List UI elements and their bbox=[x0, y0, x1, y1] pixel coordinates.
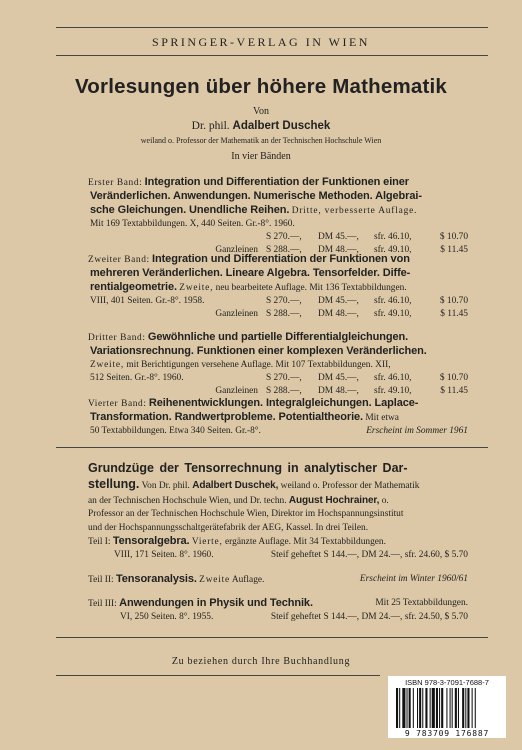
volume-entry-1 bbox=[90, 176, 468, 257]
isbn-barcode-box bbox=[388, 676, 506, 738]
part-edition: Vierte, bbox=[191, 537, 223, 547]
author-prefix: Dr. phil. bbox=[191, 120, 230, 132]
volume-subject-line: rentialgeometrie. bbox=[90, 281, 177, 293]
part-label: Teil I: bbox=[88, 537, 111, 547]
volume-info-row bbox=[90, 425, 468, 438]
volume-info-row: 512 Seiten. Gr.-8°. 1960. S 270.—, DM 45.—, sfr. 46.10, $ 10.70 bbox=[90, 373, 468, 383]
part-edition-detail: Mit 25 Textabbildungen. bbox=[375, 598, 468, 608]
price-row: Ganzleinen S 288.—, DM 48.—, sfr. 49.10, $ 11.45 bbox=[215, 245, 468, 255]
volume-label: Vierter Band: bbox=[88, 399, 147, 409]
von-label: Von bbox=[253, 106, 269, 117]
isbn-label: ISBN 978-3-7091-7688-7 bbox=[405, 678, 489, 687]
footer-rule-bottom bbox=[56, 675, 380, 676]
part-info-row bbox=[88, 611, 468, 624]
volume-info-row: VIII, 401 Seiten. Gr.-8°. 1958. S 270.—, DM 45.—, sfr. 46.10, $ 10.70 bbox=[90, 296, 468, 306]
part-price: S 144.—, DM 24.—, sfr. 24.50, $ 5.70 bbox=[323, 612, 468, 622]
volume-entry-3 bbox=[90, 331, 468, 398]
tensor-text: o. bbox=[381, 495, 389, 506]
volume-entry-2 bbox=[90, 253, 468, 321]
tensor-text: und der Hochspannungsschaltgerätefabrik der AEG, Kassel. In drei Teilen. bbox=[88, 522, 369, 533]
part-info: VI, 250 Seiten. 8°. 1955. bbox=[120, 612, 214, 622]
volume-subject-line: Veränderlichen. Anwendungen. Numerische Methoden. Algebrai- bbox=[90, 190, 422, 202]
barcode-icon bbox=[394, 688, 500, 728]
volume-subject-line: mehreren Veränderlichen. Lineare Algebra. Tensorfelder. Diffe- bbox=[90, 267, 411, 279]
part-entry-1 bbox=[88, 535, 468, 562]
footer-note: Zu beziehen durch Ihre Buchhandlung bbox=[171, 656, 351, 667]
part-edition: Zweite bbox=[199, 575, 231, 585]
series-title: Vorlesungen über höhere Mathematik bbox=[74, 75, 448, 98]
section-rule bbox=[56, 447, 488, 448]
part-entry-2 bbox=[88, 573, 468, 587]
volume-subject-line: sche Gleichungen. Unendliche Reihen. bbox=[90, 204, 290, 216]
volume-info: VIII, 401 Seiten. Gr.-8°. 1958. bbox=[90, 296, 205, 306]
tensor-title: Grundzüge der Tensorrechnung in analytischer Dar- bbox=[88, 461, 408, 475]
price-row: Ganzleinen S 288.—, DM 48.—, sfr. 49.10, $ 11.45 bbox=[215, 309, 468, 319]
tensor-text: Von Dr. phil. bbox=[141, 481, 190, 491]
volume-subject: Integration und Differentiation der Funktionen einer bbox=[144, 176, 409, 188]
tensor-text: an der Technischen Hochschule Wien, und Dr. techn. bbox=[88, 495, 287, 506]
volume-edition: Zweite, bbox=[90, 360, 124, 370]
volume-entry-4 bbox=[90, 397, 468, 438]
tensor-text: weiland o. Professor der Mathematik bbox=[280, 481, 420, 491]
footer-rule-top bbox=[56, 637, 488, 638]
part-info-row bbox=[88, 549, 468, 562]
part-binding: Steif geheftet bbox=[270, 612, 322, 622]
volume-label: Dritter Band: bbox=[88, 333, 146, 343]
part-entry-3 bbox=[88, 597, 468, 624]
volume-edition-detail: mit Berichtigungen versehene Auflage. Mit 107 Textabbildungen. XII, bbox=[126, 360, 391, 370]
bands-note: In vier Bänden bbox=[231, 151, 291, 162]
price-row: S 270.—, DM 45.—, sfr. 46.10, $ 10.70 bbox=[266, 232, 468, 242]
volume-edition: Dritte, verbesserte Auflage. bbox=[291, 206, 418, 216]
publication-note: Erscheint im Sommer 1961 bbox=[366, 426, 468, 436]
part-edition-detail: ergänzte Auflage. Mit 34 Textabbildungen. bbox=[225, 537, 386, 547]
part-label: Teil III: bbox=[88, 599, 117, 609]
volume-edition-detail: Mit etwa bbox=[365, 413, 399, 423]
price-row: Ganzleinen S 288.—, DM 48.—, sfr. 49.10, $ 11.45 bbox=[215, 386, 468, 396]
tensor-text: Professor an der Technischen Hochschule Wien, Direktor im Hochspannungsinstitut bbox=[88, 509, 404, 519]
tensor-author-2: August Hochrainer, bbox=[288, 494, 380, 506]
volume-subject: Gewöhnliche und partielle Differentialgleichungen. bbox=[147, 331, 409, 343]
volume-info: 512 Seiten. Gr.-8°. 1960. bbox=[90, 373, 184, 383]
author-affiliation: weiland o. Professor der Mathematik an der Technischen Hochschule Wien bbox=[140, 136, 382, 145]
part-price: S 144.—, DM 24.—, sfr. 24.60, $ 5.70 bbox=[323, 550, 468, 560]
volume-info: Mit 169 Textabbildungen. X, 440 Seiten. Gr.-8°. 1960. bbox=[90, 219, 295, 229]
publisher-name: SPRINGER-VERLAG IN WIEN bbox=[152, 35, 370, 49]
volume-edition: Zweite, bbox=[179, 283, 214, 293]
part-binding: Steif geheftet bbox=[270, 550, 322, 560]
volume-label: Zweiter Band: bbox=[88, 255, 150, 265]
barcode-digits: 9 783709 176887 bbox=[404, 729, 490, 738]
volume-subject: Reihenentwicklungen. Integralgleichungen. Laplace- bbox=[148, 397, 419, 409]
part-title: Tensoralgebra. bbox=[112, 535, 190, 547]
part-label: Teil II: bbox=[88, 575, 114, 585]
volume-subject-line: Transformation. Randwertprobleme. Potentialtheorie. bbox=[90, 411, 363, 423]
author-name: Adalbert Duschek bbox=[232, 120, 331, 132]
tensor-author-1: Adalbert Duschek, bbox=[192, 480, 279, 491]
volume-subject: Integration und Differentiation der Funktionen von bbox=[152, 253, 410, 265]
tensor-title-cont: stellung. bbox=[88, 477, 140, 491]
volume-subject-line: Variationsrechnung. Funktionen einer komplexen Veränderlichen. bbox=[90, 345, 427, 357]
volume-edition-detail: neu bearbeitete Auflage. Mit 136 Textabbildungen. bbox=[215, 283, 407, 293]
tensor-entry bbox=[88, 460, 468, 535]
publisher-rule bbox=[56, 55, 488, 56]
part-title: Tensoranalysis. bbox=[115, 573, 197, 585]
top-rule bbox=[56, 27, 488, 28]
part-title: Anwendungen in Physik und Technik. bbox=[119, 597, 313, 609]
volume-info: 50 Textabbildungen. Etwa 340 Seiten. Gr.-8°. bbox=[90, 426, 261, 436]
part-info: VIII, 171 Seiten. 8°. 1960. bbox=[114, 550, 214, 560]
author-line bbox=[0, 120, 522, 132]
volume-label: Erster Band: bbox=[88, 178, 143, 188]
publication-note: Erscheint im Winter 1960/61 bbox=[359, 574, 468, 584]
part-edition-detail: Auflage. bbox=[231, 575, 265, 585]
